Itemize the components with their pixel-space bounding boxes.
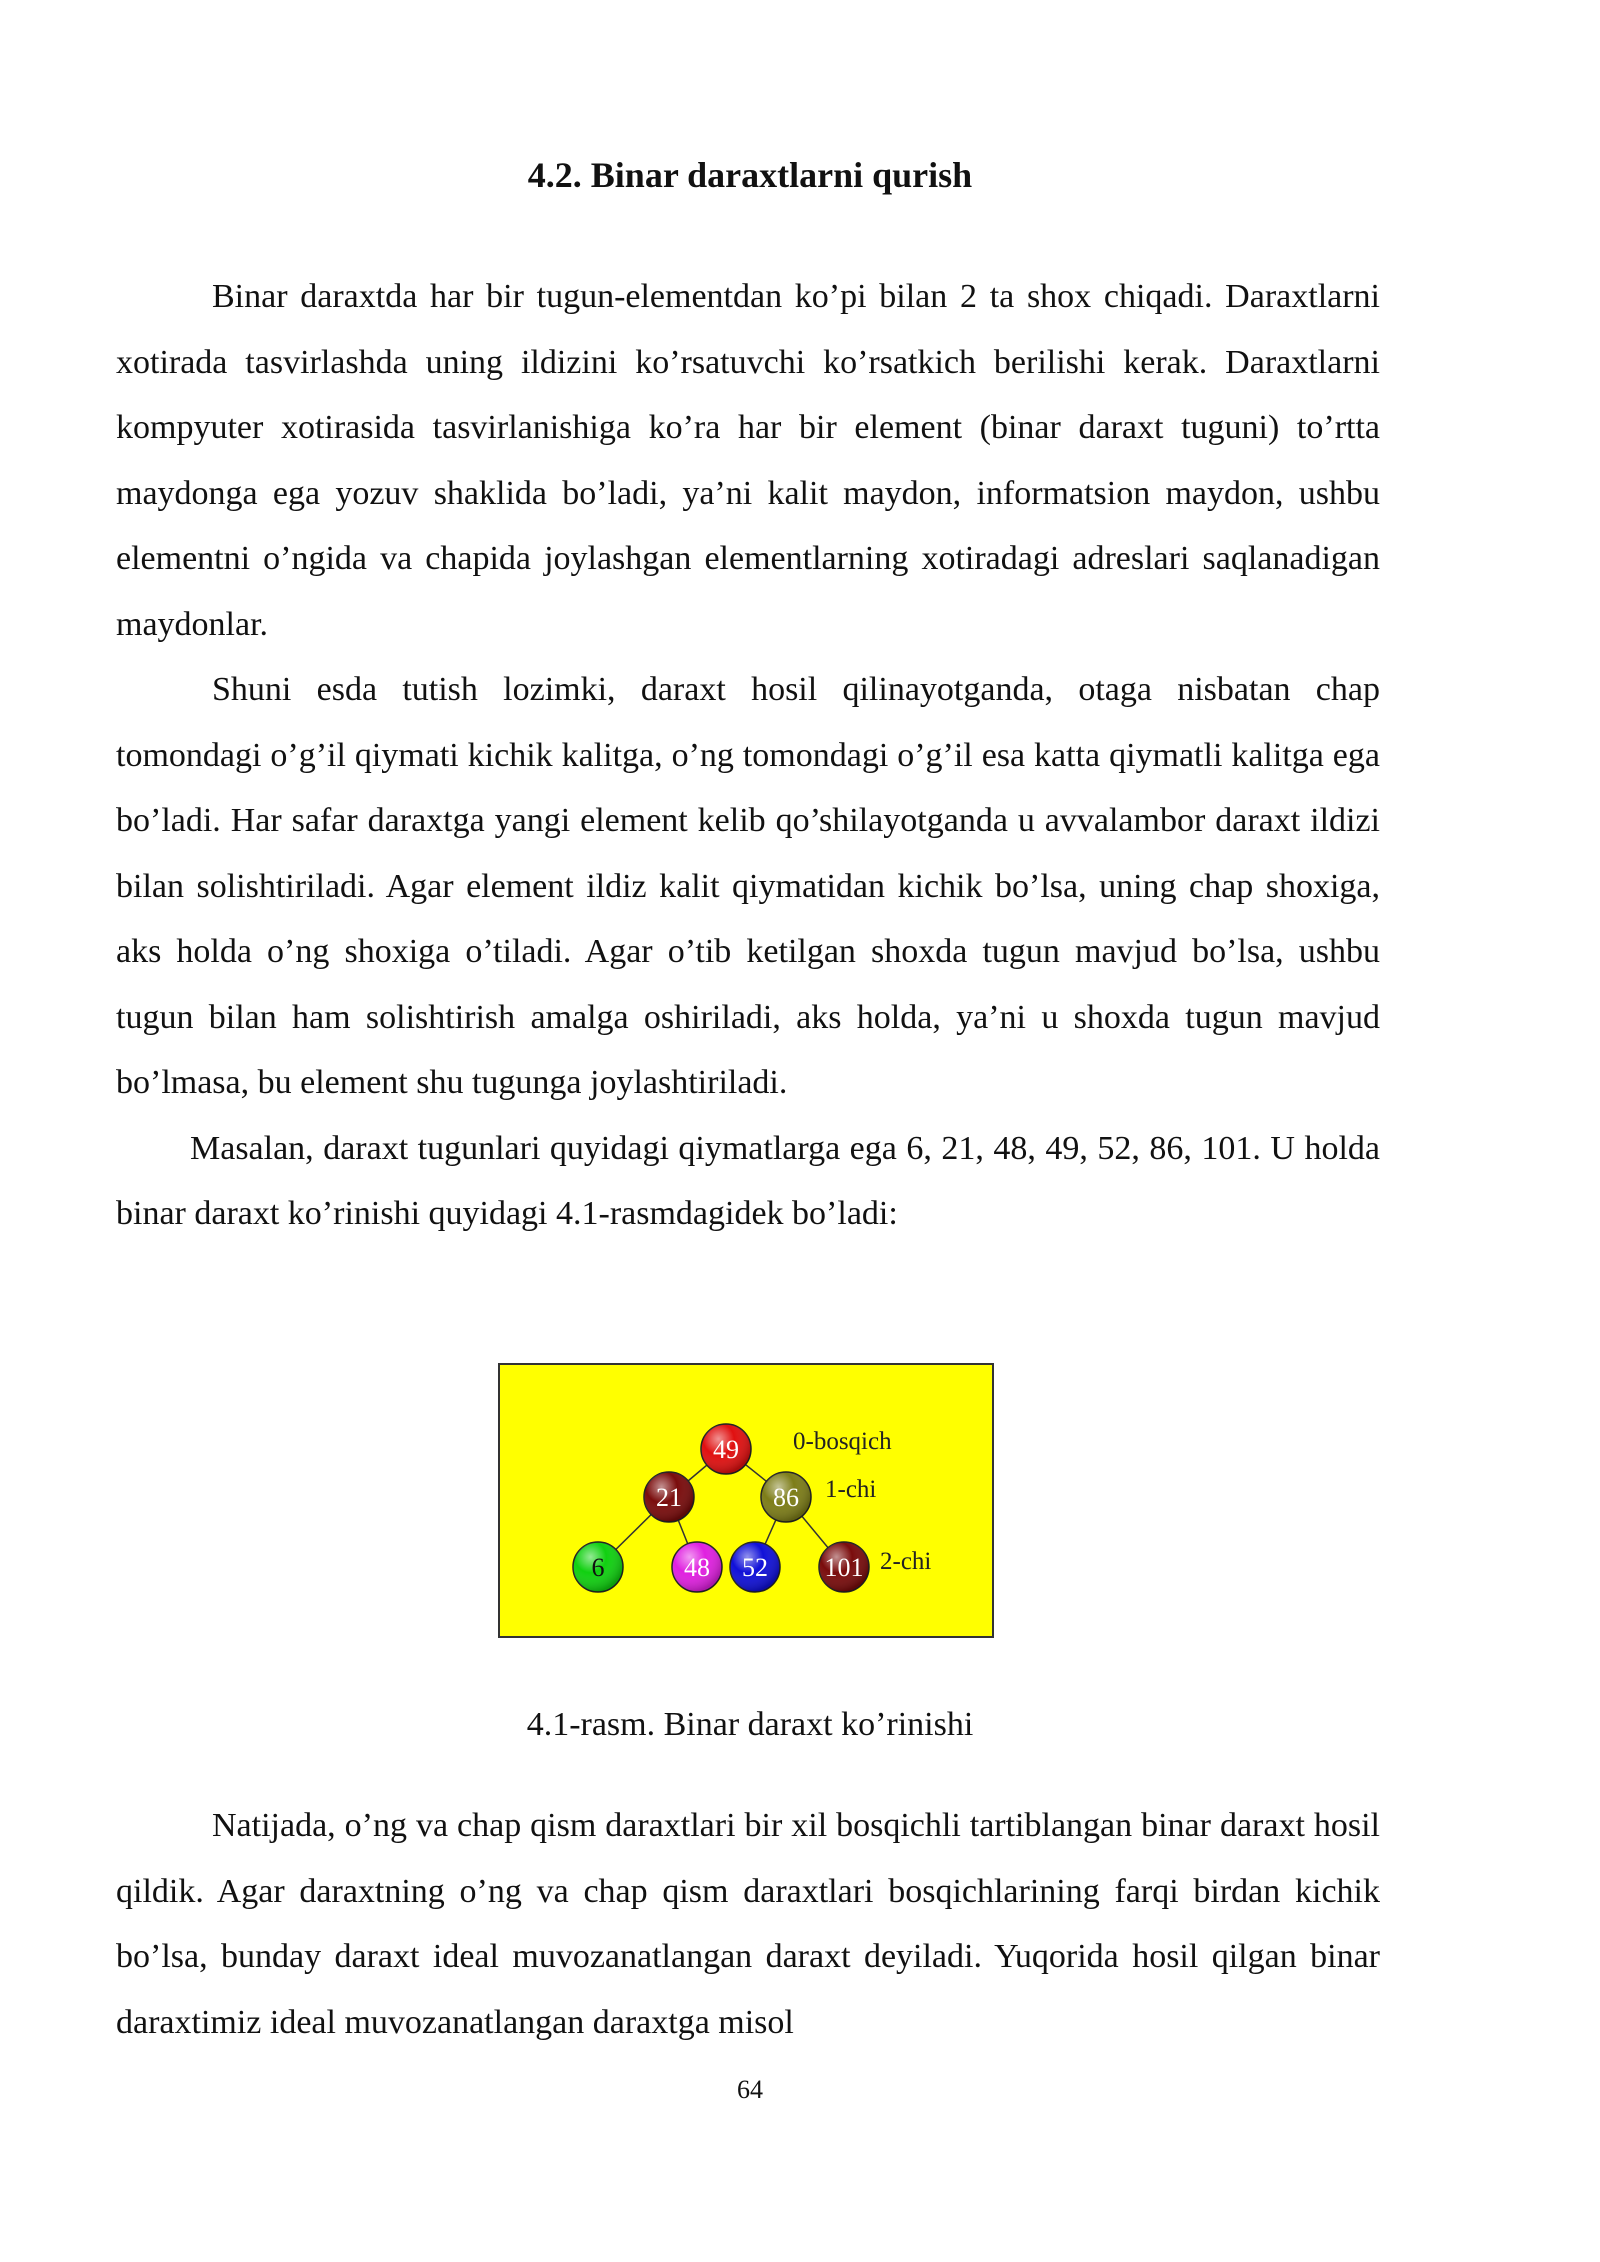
page-number: 64 <box>737 2075 763 2104</box>
tree-node-49 <box>701 1424 751 1474</box>
binary-tree-diagram <box>500 1365 996 1640</box>
paragraph-3: Masalan, daraxt tugunlari quyidagi qiymatlarga ega 6, 21, 48, 49, 52, 86, 101. U holda binar daraxt ko’rinishi quyidagi 4.1-rasmdagidek bo’ladi: <box>116 1129 1380 1232</box>
section-title: 4.2. Binar daraxtlarni qurish <box>527 155 973 195</box>
paragraph-4: Natijada, o’ng va chap qism daraxtlari bir xil bosqichli tartiblangan binar daraxt hosil qildik. Agar daraxtning o’ng va chap qism daraxtlari bosqichlarining farqi birdan kichik bo’lsa, bunday daraxt ideal muvozanatlangan daraxt deyiladi. Yuqorida hosil qilgan binar daraxtimiz ideal muvozanatlangan daraxtga misol <box>116 1807 1380 2041</box>
body-text-bottom <box>116 1793 1380 2055</box>
level-label-0: 0-bosqich <box>793 1428 892 1455</box>
tree-node-21 <box>644 1472 694 1522</box>
paragraph-1: Binar daraxtda har bir tugun-elementdan ko’pi bilan 2 ta shox chiqadi. Daraxtlarni xotirada tasvirlashda uning ildizini ko’rsatuvchi ko’rsatkich berilishi kerak. Daraxtlarni kompyuter xotirasida tasvirlanishiga ko’ra har bir element (binar daraxt tuguni) to’rtta maydonga ega yozuv shaklida bo’ladi, ya’ni kalit maydon, informatsion maydon, ushbu elementni o’ngida va chapida joylashgan elementlarning xotiradagi adreslari saqlanadigan maydonlar. <box>116 278 1380 643</box>
tree-node-48 <box>672 1542 722 1592</box>
tree-node-label: 86 <box>773 1483 799 1512</box>
tree-node-label: 49 <box>713 1435 739 1464</box>
tree-node-label: 48 <box>684 1553 710 1582</box>
tree-node-101 <box>819 1542 869 1592</box>
tree-node-label: 6 <box>591 1553 605 1582</box>
tree-node-label: 21 <box>656 1483 682 1512</box>
tree-node-label: 101 <box>824 1553 864 1582</box>
tree-node-6 <box>573 1542 623 1592</box>
level-label-2: 2-chi <box>880 1548 932 1575</box>
tree-node-label: 52 <box>742 1553 768 1582</box>
tree-node-52 <box>730 1542 780 1592</box>
body-text-top <box>116 264 1380 1247</box>
tree-node-86 <box>761 1472 811 1522</box>
binary-tree-figure <box>498 1363 994 1638</box>
level-label-1: 1-chi <box>825 1476 877 1503</box>
figure-caption: 4.1-rasm. Binar daraxt ko’rinishi <box>526 1706 974 1743</box>
paragraph-2: Shuni esda tutish lozimki, daraxt hosil qilinayotganda, otaga nisbatan chap tomondagi o’g’il qiymati kichik kalitga, o’ng tomondagi o’g’il esa katta qiymatli kalitga ega bo’ladi. Har safar daraxtga yangi element kelib qo’shilayotganda u avvalambor daraxt ildizi bilan solishtiriladi. Agar element ildiz kalit qiymatidan kichik bo’lsa, uning chap shoxiga, aks holda o’ng shoxiga o’tiladi. Agar o’tib ketilgan shoxda tugun mavjud bo’lsa, ushbu tugun bilan ham solishtirish amalga oshiriladi, aks holda, ya’ni u shoxda tugun mavjud bo’lmasa, bu element shu tugunga joylashtiriladi. <box>116 671 1380 1101</box>
